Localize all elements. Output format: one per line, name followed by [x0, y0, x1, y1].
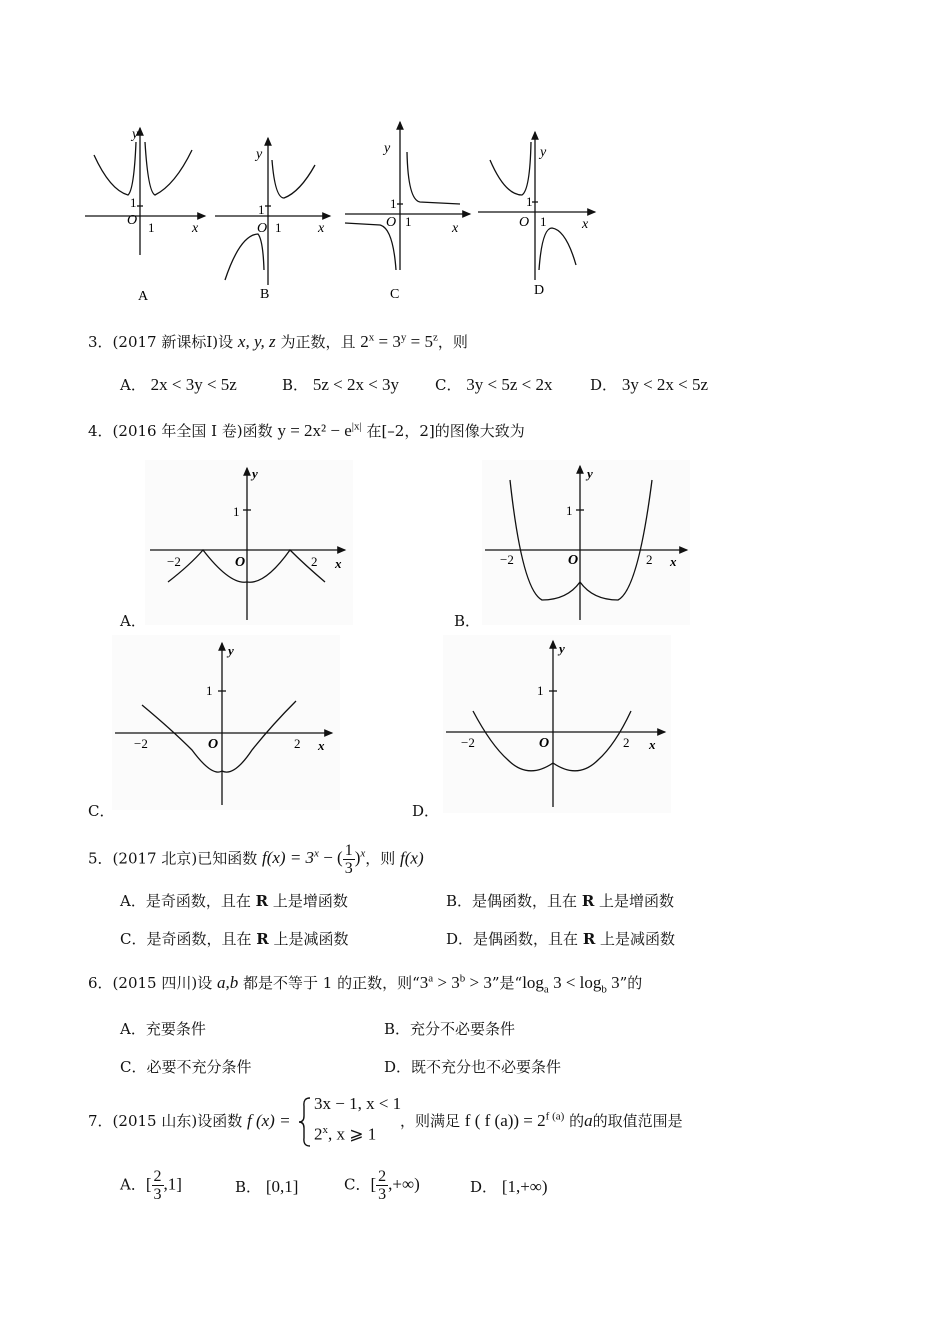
q2c-y: y: [384, 141, 391, 156]
q3-option-d[interactable]: [590, 374, 708, 395]
q7b-label: B．: [235, 1178, 262, 1196]
q5-tail1: ，则: [365, 849, 396, 868]
q6-cond2: $\log_a 3 < \log_b 3$: [522, 973, 620, 996]
q4d-pos2: 2: [623, 735, 630, 750]
q3-stem: [88, 331, 468, 352]
q6-cond1: $3^a > 3^b > 3$: [419, 972, 492, 992]
q5b-label: B．: [446, 892, 473, 910]
q2-graph-b: [215, 138, 330, 285]
q7-stem-right: [400, 1110, 683, 1131]
q3-source: (2017 新课标Ⅰ)设: [112, 333, 234, 351]
q2-label-d: D: [534, 283, 545, 298]
q5-func-sup: x: [314, 847, 319, 860]
q3a-expr: 2x < 3y < 5z: [150, 375, 237, 394]
q5-func-minus: − (: [318, 848, 343, 868]
q4-source: (2016 年全国 I 卷)函数: [112, 422, 273, 440]
q4d-one: 1: [537, 683, 544, 698]
q5b-pre: 是偶函数，且在: [472, 892, 582, 910]
q7a-num: 2: [153, 1168, 162, 1185]
q2d-y: y: [540, 145, 547, 160]
q4d-neg2: −2: [461, 735, 475, 750]
q4-graph-c: [112, 635, 340, 810]
q4a-one: 1: [233, 504, 240, 519]
q7-tail2: 的取值范围是: [592, 1112, 683, 1130]
q6-stem: [88, 972, 642, 995]
q7-option-c[interactable]: [344, 1168, 420, 1203]
q6b-label: B．: [384, 1020, 411, 1038]
q7d-text: [1,+∞): [501, 1177, 548, 1196]
q4-graph-d: [443, 635, 671, 813]
q2d-origin: O: [519, 215, 530, 230]
q2a-tick-y: 1: [130, 195, 137, 210]
q2c-tick: 1: [405, 214, 412, 229]
q4-function: $y = 2x^2 - e^{|x|}$: [277, 420, 362, 440]
q4b-pos2: 2: [646, 552, 653, 567]
q6-vars: a,b: [216, 973, 239, 992]
q5-func-close: ): [354, 848, 361, 868]
q4a-y: y: [252, 466, 258, 481]
q5a-bold: R: [255, 892, 269, 910]
q7a-den: 3: [153, 1186, 162, 1203]
q7c-den: 3: [378, 1186, 387, 1203]
q2b-x: x: [318, 221, 325, 236]
q4c-o: O: [208, 737, 219, 752]
q4-number: 4．: [88, 422, 113, 440]
q7c-num: 2: [378, 1168, 387, 1185]
q7-number: 7．: [88, 1112, 113, 1130]
q2b-tick: 1: [275, 220, 282, 235]
q2a-tick: 1: [148, 220, 155, 235]
q5-func-sup2: x: [360, 847, 366, 860]
q5c-pre: 是奇函数，且在: [146, 930, 257, 948]
q6c-text: 必要不充分条件: [146, 1058, 252, 1076]
q5c-post: 上是减函数: [268, 930, 349, 948]
q7-case2: 2$^x$, x ⩾ 1: [314, 1124, 377, 1144]
q2-graph-c: [345, 122, 470, 270]
q6-option-a[interactable]: [120, 1018, 206, 1039]
q7-option-a[interactable]: [120, 1168, 182, 1203]
q2-label-c: C: [390, 287, 400, 302]
q5-option-c[interactable]: [120, 928, 349, 949]
q3c-expr: 3y < 5z < 2x: [466, 375, 553, 394]
q5c-label: C．: [120, 930, 147, 948]
q3-option-a[interactable]: [120, 374, 237, 395]
q4-option-b[interactable]: B．: [454, 612, 481, 630]
q6-mid: 都是不等于 1 的正数，则“: [243, 974, 420, 992]
q3-mid: 为正数，且: [280, 333, 356, 351]
q4c-y: y: [228, 643, 234, 658]
q2-graph-a: [85, 128, 205, 255]
q2-graphs: [0, 110, 620, 310]
q7a-pre: [: [145, 1174, 152, 1194]
q4b-o: O: [568, 553, 579, 568]
q6a-text: 充要条件: [145, 1020, 206, 1038]
q6c-label: C．: [120, 1058, 147, 1076]
q3-option-c[interactable]: [435, 374, 553, 395]
q5b-bold: R: [581, 892, 595, 910]
q7c-frac: [376, 1168, 388, 1203]
q3d-expr: 3y < 2x < 5z: [621, 375, 709, 394]
q6-tail: ”的: [619, 974, 643, 992]
q7-condition: f ( f $(a)) = 2^{f (a)}$: [464, 1110, 565, 1130]
q7-option-b[interactable]: [235, 1176, 298, 1197]
q4b-x: x: [670, 554, 677, 569]
q5-source: (2017 北京)已知函数: [112, 849, 258, 868]
q7-tail: 的: [569, 1112, 585, 1130]
q3a-label: A．: [120, 376, 146, 394]
q4a-o: O: [235, 555, 246, 570]
q2d-tick-y: 1: [526, 194, 533, 209]
q6d-text: 既不充分也不必要条件: [411, 1058, 562, 1076]
q4c-neg2: −2: [134, 736, 148, 751]
q7a-post: ,1]: [163, 1174, 182, 1194]
q6-option-c[interactable]: [120, 1056, 252, 1077]
q3b-label: B．: [282, 376, 309, 394]
q7-func: f (x) =: [246, 1111, 291, 1130]
q7-mid: ，则满足: [400, 1112, 461, 1130]
q5-option-a[interactable]: [120, 890, 348, 911]
q6-mid2: ”是“: [491, 974, 523, 992]
q2-label-a: A: [138, 289, 149, 304]
q4d-x: x: [649, 737, 656, 752]
q7c-label: C．: [344, 1175, 371, 1194]
q7d-label: D．: [470, 1178, 498, 1196]
q7-var: a: [584, 1111, 593, 1130]
q4d-y: y: [559, 641, 565, 656]
q5-option-b[interactable]: [446, 890, 674, 911]
q2b-y: y: [256, 147, 263, 162]
q4c-one: 1: [206, 683, 213, 698]
q5d-post: 上是减函数: [595, 930, 676, 948]
q7b-text: [0,1]: [265, 1177, 299, 1196]
q7-option-d[interactable]: [470, 1176, 548, 1197]
q5a-label: A．: [120, 892, 146, 910]
q2c-origin: O: [386, 215, 397, 230]
q5-tail2: f(x): [400, 848, 424, 868]
q5-func-lhs: f(x) = 3: [261, 848, 315, 868]
q4c-x: x: [318, 738, 325, 753]
q2c-x: x: [452, 221, 459, 236]
q4-option-a[interactable]: A．: [120, 612, 146, 630]
q6-option-d[interactable]: [384, 1056, 561, 1077]
q4-option-c[interactable]: C．: [88, 802, 115, 820]
q7-brace: [298, 1096, 312, 1148]
q2b-origin: O: [257, 221, 268, 236]
q2a-origin: O: [127, 213, 138, 228]
q5-frac-den: 3: [344, 860, 353, 877]
q2a-y: y: [132, 127, 139, 142]
q4b-y: y: [587, 466, 593, 481]
q2-label-b: B: [260, 287, 270, 302]
q6a-label: A．: [120, 1020, 146, 1038]
q7c-pre: [: [370, 1174, 377, 1194]
q5a-pre: 是奇函数，且在: [145, 892, 256, 910]
q4-option-d[interactable]: D．: [412, 802, 440, 820]
q2c-tick-y: 1: [390, 196, 397, 211]
q6-source: (2015 四川)设: [112, 974, 213, 992]
q3-tail: ，则: [437, 333, 468, 351]
q5-frac-num: 1: [344, 842, 353, 859]
q4-stem: [88, 420, 525, 441]
q4-graph-a: [145, 460, 353, 625]
q2-graph-d: [478, 132, 595, 280]
q3-vars: x, y, z: [237, 332, 276, 351]
q4c-pos2: 2: [294, 736, 301, 751]
q5-fraction: [343, 842, 355, 877]
q5d-label: D．: [446, 930, 474, 948]
q4a-pos2: 2: [311, 554, 318, 569]
q5-function: [261, 842, 366, 877]
q5-stem: [88, 842, 424, 877]
q3d-label: D．: [590, 376, 618, 394]
q3b-expr: 5z < 2x < 3y: [312, 375, 400, 394]
q7-stem-left: [88, 1110, 291, 1131]
q7a-frac: [152, 1168, 164, 1203]
q2a-x: x: [192, 221, 199, 236]
q3-equation: $2^x = 3^y = 5^z$: [360, 331, 438, 351]
q4b-one: 1: [566, 503, 573, 518]
q2d-x: x: [582, 217, 589, 232]
q2b-tick-y: 1: [258, 202, 265, 217]
q4-tail: 在[–2，2]的图像大致为: [366, 422, 525, 440]
q6-number: 6．: [88, 974, 113, 992]
q7-source: (2015 山东)设函数: [112, 1112, 243, 1130]
q4a-neg2: −2: [167, 554, 181, 569]
q6b-text: 充分不必要条件: [410, 1020, 516, 1038]
q4d-o: O: [539, 736, 550, 751]
q7c-post: ,+∞): [388, 1174, 420, 1194]
q5c-bold: R: [256, 930, 269, 948]
q4-graph-b: [482, 460, 690, 625]
q3c-label: C．: [435, 376, 462, 394]
q6-option-b[interactable]: [384, 1018, 515, 1039]
q5d-bold: R: [582, 930, 596, 948]
q7a-label: A．: [120, 1175, 146, 1194]
q3-option-b[interactable]: [282, 374, 399, 395]
q5-option-d[interactable]: [446, 928, 675, 949]
q5b-post: 上是增函数: [594, 892, 675, 910]
q5-number: 5．: [88, 849, 113, 868]
q3-number: 3．: [88, 333, 113, 351]
q4b-neg2: −2: [500, 552, 514, 567]
q5d-pre: 是偶函数，且在: [473, 930, 583, 948]
q7-case1: 3x − 1, x < 1: [314, 1094, 402, 1113]
q6d-label: D．: [384, 1058, 412, 1076]
q4a-x: x: [335, 556, 342, 571]
q2d-tick: 1: [540, 214, 547, 229]
q5a-post: 上是增函数: [268, 892, 348, 910]
